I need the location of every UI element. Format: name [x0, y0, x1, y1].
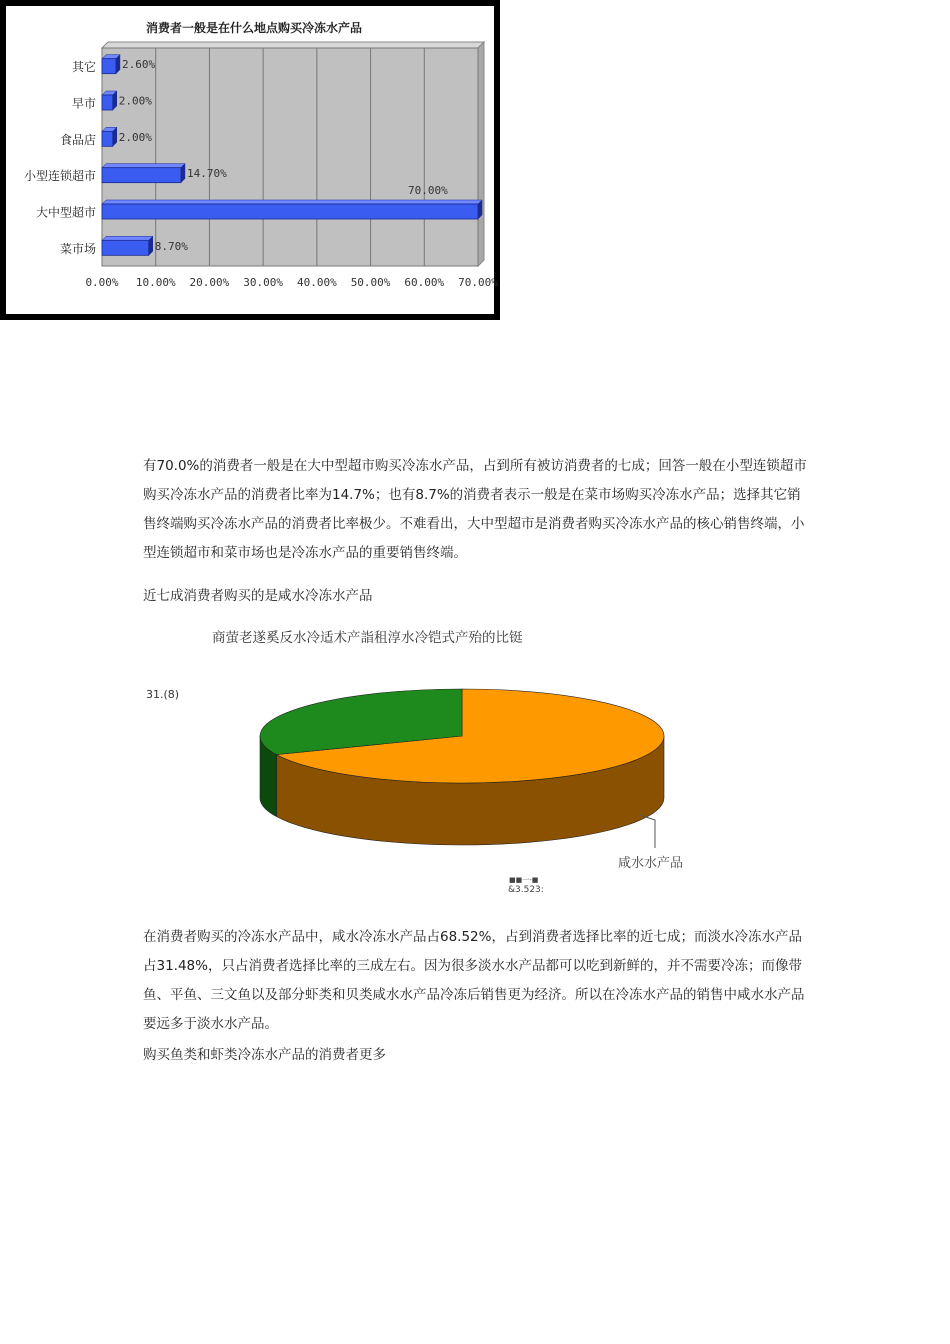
bar	[102, 131, 113, 146]
x-tick-label: 40.00%	[296, 276, 337, 289]
y-category-label: 菜市场	[59, 241, 96, 256]
y-category-label: 食品店	[59, 132, 96, 147]
bar-chart	[0, 0, 498, 308]
paragraph-1: 有70.0%的消费者一般是在大中型超市购买冷冻水产品，占到所有被访消费者的七成；回答一般在小型连锁超市购买冷冻水产品的消费者比率为14.7%；也有8.7%的消费者表示一般是在菜市场购买冷冻水产品；选择其它销售终端购买冷冻水产品的消费者比率极少。不难看出，大中型超市是消费者购买冷冻水产品的核心销售终端，小型连锁超市和菜市场也是冷冻水产品的重要销售终端。	[143, 458, 807, 561]
pie-chart-title: 商萤老遂奚反水冷适术产詣租淳水冷铠式产殆的比铤	[212, 630, 523, 646]
x-tick-label: 0.00%	[85, 276, 119, 289]
pie-slice-label-salt: 咸水水产品	[618, 856, 684, 871]
plot-top-wall	[102, 42, 484, 48]
bar-top	[102, 164, 185, 168]
x-tick-label: 70.00%	[458, 276, 498, 289]
y-category-label: 小型连锁超市	[23, 169, 96, 184]
bar-value-label: 2.00%	[118, 94, 152, 108]
bar-top	[102, 236, 153, 240]
bar	[102, 59, 116, 74]
y-category-label: 早市	[71, 96, 96, 111]
y-category-label: 其它	[71, 60, 96, 75]
bar-chart-plot	[24, 42, 498, 289]
pie-bottom-label-1: ■■一-■	[509, 876, 539, 884]
pie-bottom-label-2: &3.523:	[508, 885, 544, 895]
x-tick-label: 30.00%	[243, 276, 284, 289]
bar	[102, 204, 478, 219]
pie-left-label: 31.(8)	[146, 688, 180, 701]
x-tick-label: 10.00%	[135, 276, 176, 289]
bar-value-label: 2.60%	[121, 58, 156, 72]
heading-1: 近七成消费者购买的是咸水冷冻水产品	[143, 588, 373, 604]
x-tick-label: 20.00%	[189, 276, 230, 289]
bar-chart-frame	[0, 0, 500, 320]
pie-chart-plot	[260, 689, 664, 845]
bar-value-label: 2.00%	[118, 130, 152, 144]
x-tick-label: 60.00%	[404, 276, 445, 289]
bar-value-label: 8.70%	[154, 239, 188, 253]
bar	[102, 240, 149, 255]
bar-top	[102, 200, 482, 204]
bar-value-label: 70.00%	[408, 184, 448, 197]
bar-value-label: 14.70%	[186, 167, 227, 181]
paragraph-2: 在消费者购买的冷冻水产品中，咸水冷冻水产品占68.52%，占到消费者选择比率的近七成；而淡水冷冻水产品占31.48%，只占消费者选择比率的三成左右。因为很多淡水水产品都可以吃到新鲜的，并不需要冷冻；而像带鱼、平鱼、三文鱼以及部分虾类和贝类咸水水产品冷冻后销售更为经济。所以在冷冻水产品的销售中咸水水产品要远多于淡水水产品。	[143, 929, 805, 1032]
y-category-label: 大中型超市	[35, 205, 96, 220]
bar	[102, 168, 181, 183]
heading-2: 购买鱼类和虾类冷冻水产品的消费者更多	[143, 1047, 386, 1063]
bar-chart-title: 消费者一般是在什么地点购买冷冻水产品	[145, 21, 363, 35]
x-tick-label: 50.00%	[350, 276, 391, 289]
pie-chart	[140, 680, 720, 895]
pie-leader-line	[640, 815, 655, 848]
plot-side-wall	[478, 42, 484, 266]
bar	[102, 95, 113, 110]
plot-area	[102, 48, 478, 266]
